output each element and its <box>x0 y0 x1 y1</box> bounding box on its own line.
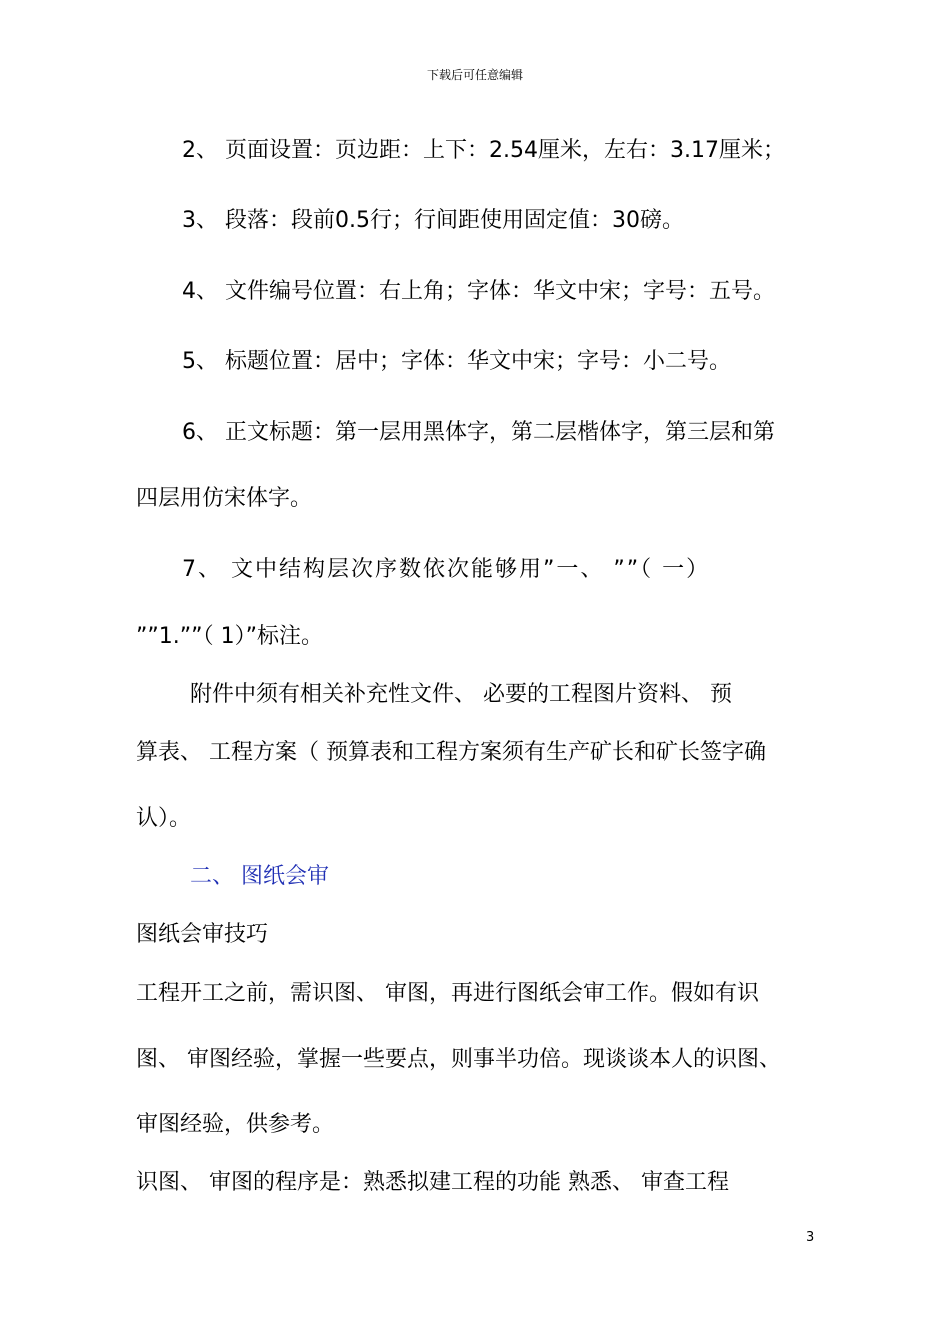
body-line-16: 审图经验，供参考。 <box>136 1112 335 1137</box>
section-heading: 二、 图纸会审 <box>190 864 329 889</box>
body-line-3: 4、 文件编号位置：右上角；字体：华文中宋；字号：五号。 <box>182 279 775 304</box>
body-line-1: 2、 页面设置：页边距：上下：2.54厘米，左右：3.17厘米； <box>182 138 785 163</box>
body-line-4: 5、 标题位置：居中；字体：华文中宋；字号：小二号。 <box>182 349 731 374</box>
body-line-5: 6、 正文标题：第一层用黑体字，第二层楷体字，第三层和第 <box>182 420 775 445</box>
body-line-14: 工程开工之前，需识图、 审图，再进行图纸会审工作。假如有识 <box>136 981 759 1006</box>
body-line-8: ””1.””（ 1）”标注。 <box>136 624 323 649</box>
body-line-6: 四层用仿宋体字。 <box>136 486 313 511</box>
body-line-2: 3、 段落：段前0.5行；行间距使用固定值：30磅。 <box>182 208 684 233</box>
subsection-title: 图纸会审技巧 <box>136 922 269 947</box>
body-line-7: 7、 文中结构层次序数依次能够用”一、 ””（ 一） <box>182 557 711 582</box>
body-line-15: 图、 审图经验，掌握一些要点，则事半功倍。现谈谈本人的识图、 <box>136 1047 781 1072</box>
body-line-10: 算表、 工程方案（ 预算表和工程方案须有生产矿长和矿长签字确 <box>136 740 766 765</box>
body-line-11: 认）。 <box>136 806 192 831</box>
body-line-9: 附件中须有相关补充性文件、 必要的工程图片资料、 预 <box>190 682 732 707</box>
page-header: 下载后可任意编辑 <box>426 68 523 82</box>
page-number: 3 <box>806 1230 815 1245</box>
body-line-17: 识图、 审图的程序是：熟悉拟建工程的功能 熟悉、 审查工程 <box>136 1170 729 1195</box>
